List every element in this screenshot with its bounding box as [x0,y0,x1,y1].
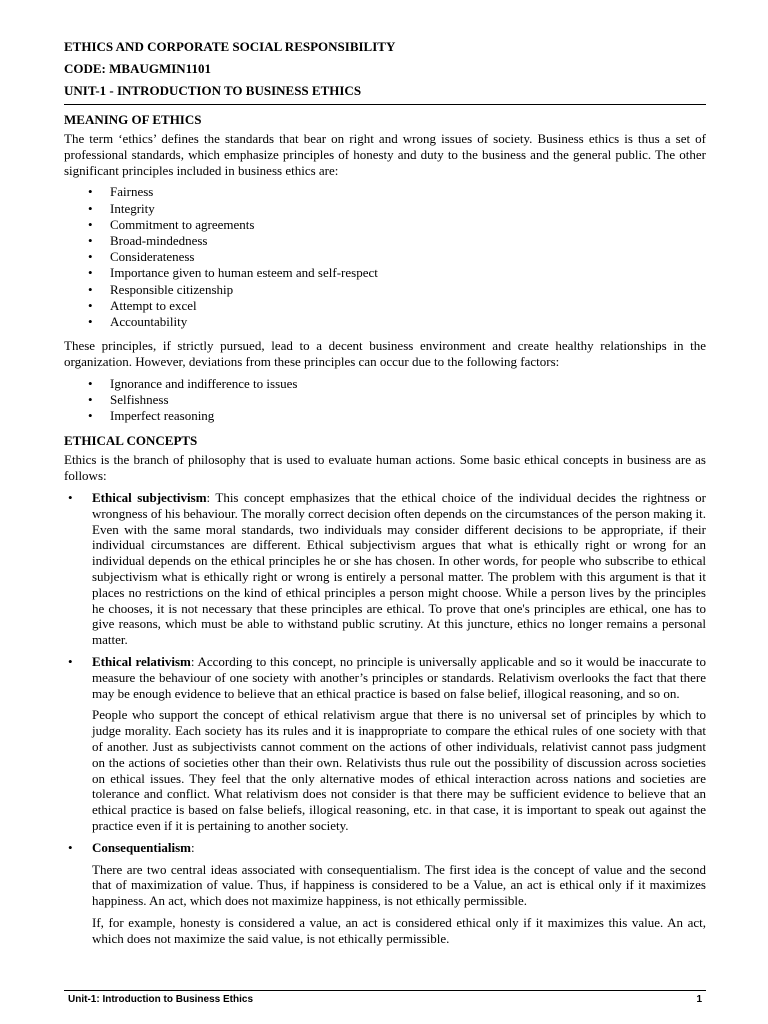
document-page [64,38,706,953]
meaning-intro: The term ‘ethics’ defines the standards that bear on right and wrong issues of society. Business ethics is thus a set of professional standards, which emphasize principles of honesty and duty to the business and the general public. The other significant principles included in business ethics are: [64,131,706,178]
factors-list [64,376,706,425]
list-item: • Broad-mindedness [64,233,706,249]
meaning-heading: MEANING OF ETHICS [64,112,202,127]
concept-consequentialism [64,840,706,947]
bullet-icon: • [68,653,73,669]
concept-paragraph: If, for example, honesty is considered a value, an act is considered ethical only if it maximizes this value. An act, which does not maximize the said value, is not ethically permissible. [92,914,706,946]
unit-title: UNIT-1 - INTRODUCTION TO BUSINESS ETHICS [64,83,362,98]
concept-term: Ethical relativism [92,653,191,669]
concepts-intro: Ethics is the branch of philosophy that is used to evaluate human actions. Some basic ethical concepts in business are as follows: [64,452,706,484]
list-item: • Integrity [64,201,706,217]
meaning-after: These principles, if strictly pursued, lead to a decent business environment and create healthy relationships in the organization. However, deviations from these principles can occur due to the following factors: [64,338,706,370]
concept-relativism [64,654,706,834]
list-item: • Imperfect reasoning [64,408,706,424]
concept-term: Ethical subjectivism [92,490,207,506]
bullet-icon: • [68,839,73,855]
course-code: CODE: MBAUGMIN1101 [64,61,211,76]
concept-paragraph: There are two central ideas associated with consequentialism. The first idea is the concept of value and the second that of maximization of value. Thus, if happiness is considered to be a Value, an act is ethical only if it maximizes happiness. An act, which does not maximize happiness, is not ethically permissible. [92,861,706,909]
footer-unit-title: Unit-1: Introduction to Business Ethics [68,994,254,1005]
concept-text: : According to this concept, no principle is universally applicable and so it would be inaccurate to measure the behaviour of one society with another’s principles or standards. Relativism overlooks the fact that there may be enough evidence to believe that an ethical practice is based on false belief, illogical reasoning, and so on. [92,653,706,701]
list-item: • Attempt to excel [64,298,706,314]
list-item: • Ignorance and indifference to issues [64,376,706,392]
list-item: • Responsible citizenship [64,282,706,298]
principles-list [64,184,706,330]
concepts-heading: ETHICAL CONCEPTS [64,433,198,449]
concept-text: : This concept emphasizes that the ethical choice of the individual decides the rightness or wrongness of his behaviour. The morally correct decision often depends on the circumstances of the person making it. Even with the same moral standards, two individuals may consider different decisions to be appropriate, if their individual circumstances are different. Ethical subjectivism argues that what is ethically right or wrong for an individual depends on the ethical principles he or she has chosen. In other words, for people who subscribe to ethical subjectivism what is ethically right or wrong is entirely a personal matter. The problem with this argument is that it places no restrictions on the kind of ethical principles a person might choose. While a person lives by the principles he chooses, it is not necessary that these principles are ethical. To prove that one's principles are ethical, one has to give reasons, which must be able to withstand public scrutiny. At this juncture, ethics no longer remains a personal matter. [92,490,706,648]
list-item: • Fairness [64,184,706,200]
concept-subjectivism [64,490,706,648]
course-title: ETHICS AND CORPORATE SOCIAL RESPONSIBILITY [64,39,396,54]
list-item: • Accountability [64,314,706,330]
list-item: • Importance given to human esteem and self-respect [64,265,706,281]
concept-colon: : [190,839,195,855]
header-divider [64,104,706,105]
concept-term: Consequentialism [92,839,191,855]
concept-paragraph: People who support the concept of ethical relativism argue that there is no universal set of principles by which to judge morality. Each society has its rules and it is inappropriate to compare the ethical rules of one society with that of another. Just as subjectivists cannot comment on the actions of other individuals, relativist cannot pass judgment on the actions of societies other than their own. Relativists thus rule out the possibility of discussion across societies on ethical issues. They feel that the only alternative modes of ethical interaction across nations and societies are tolerance and conflict. What relativism does not consider is that there may be sufficient evidence to believe that an ethical practice is based on false beliefs, illogical reasoning, etc. in that case, it is important to speak out against the practice even if it is pertaining to another society. [92,707,706,833]
bullet-icon: • [68,490,73,506]
page-footer [64,990,706,1005]
list-item: • Commitment to agreements [64,217,706,233]
list-item: • Selfishness [64,392,706,408]
page-number: 1 [696,994,702,1005]
list-item: • Considerateness [64,249,706,265]
